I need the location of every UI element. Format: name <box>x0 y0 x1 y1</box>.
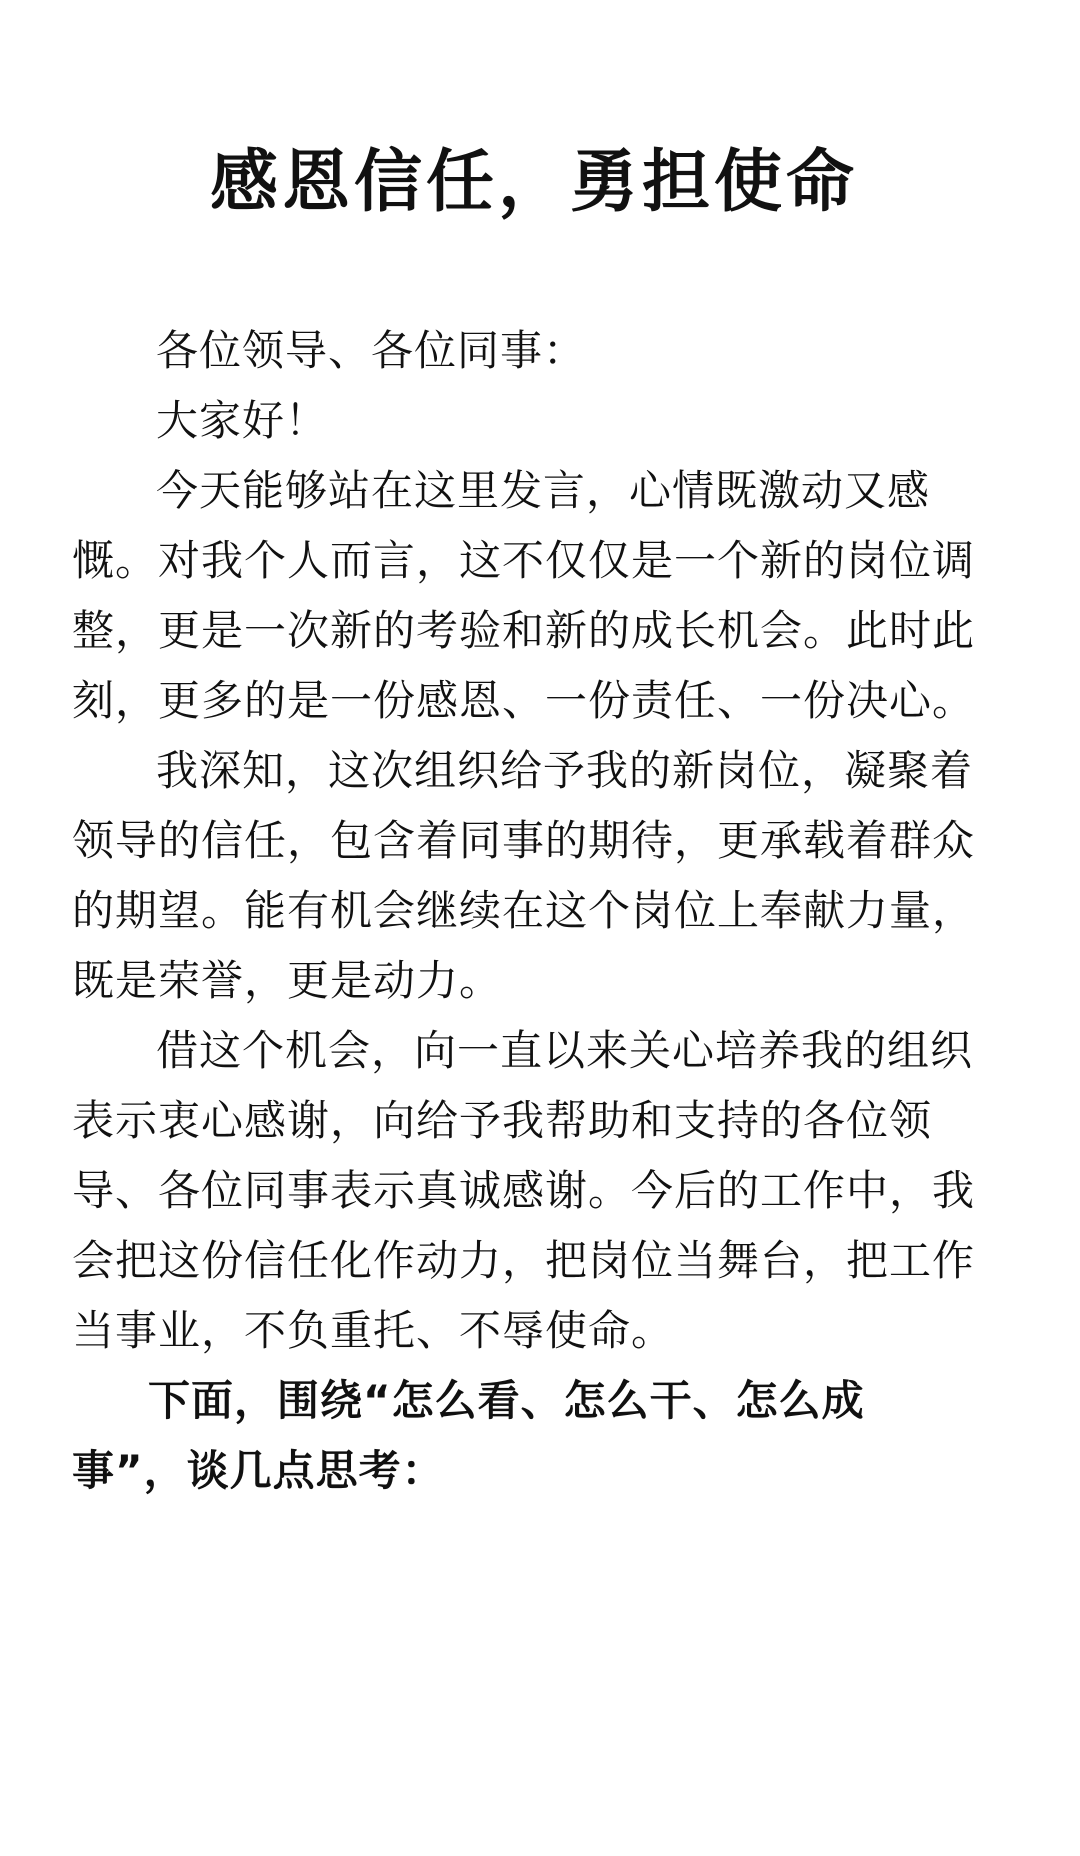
salutation-line: 大家好！ <box>156 396 329 445</box>
body-paragraph-1: 今天能够站在这里发言，心情既激动又感慨。对我个人而言，这不仅仅是一个新的岗位调整，更是一次新的考验和新的成长机会。此时此刻，更多的是一份感恩、一份责任、一份决心。 <box>72 466 976 725</box>
document-body <box>72 316 996 1506</box>
closing-heading: 下面，围绕“怎么看、怎么干、怎么成事”，谈几点思考： <box>72 1376 865 1495</box>
document-title: 感恩信任，勇担使命 <box>209 143 858 222</box>
greeting-line: 各位领导、各位同事： <box>156 326 587 375</box>
body-paragraph-2: 我深知，这次组织给予我的新岗位，凝聚着领导的信任，包含着同事的期待，更承载着群众的期望。能有机会继续在这个岗位上奉献力量，既是荣誉，更是动力。 <box>72 746 976 1005</box>
body-paragraph-3: 借这个机会，向一直以来关心培养我的组织表示衷心感谢，向给予我帮助和支持的各位领导、各位同事表示真诚感谢。今后的工作中，我会把这份信任化作动力，把岗位当舞台，把工作当事业，不负重托、不辱使命。 <box>72 1026 976 1355</box>
